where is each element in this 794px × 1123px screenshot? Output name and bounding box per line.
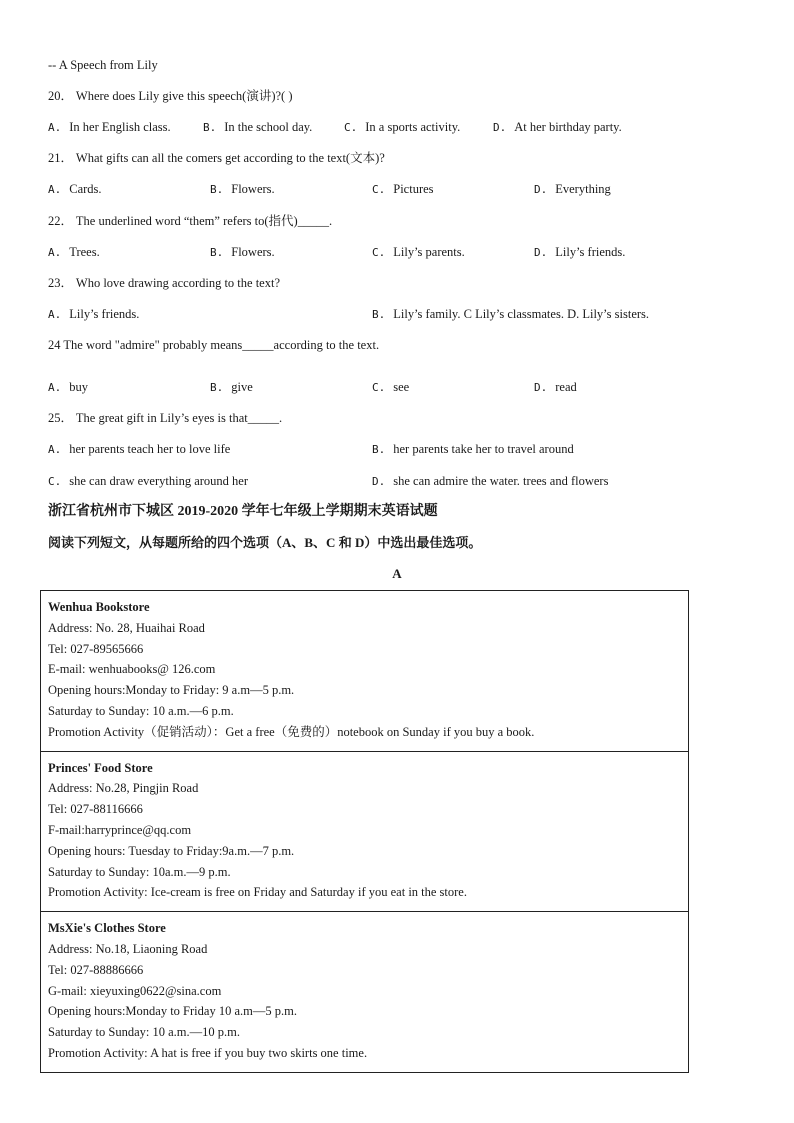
store-promotion: Promotion Activity: A hat is free if you buy two skirts one time. [48,1045,368,1060]
option-text: Cards. [69,182,102,196]
question-20-option-d[interactable] [493,119,622,136]
option-letter: B. [372,308,386,321]
question-25-option-b[interactable] [372,441,574,458]
store-hours-weekday: Opening hours: Tuesday to Friday:9a.m.—7 p.m. [48,843,295,858]
option-text: she can draw everything around her [69,474,248,488]
option-letter: B. [210,183,224,196]
option-text: Lily’s friends. [555,245,626,259]
store-promotion: Promotion Activity（促销活动）：Get a free（免费的）notebook on Sunday if you buy a book. [48,724,535,739]
option-text: give [231,380,253,394]
question-21-option-c[interactable] [372,181,434,198]
question-22-option-d[interactable] [534,244,625,261]
option-letter: C. [372,246,386,259]
option-text: In a sports activity. [365,120,461,134]
speech-title: -- A Speech from Lily [48,58,158,72]
question-25-option-d[interactable] [372,473,608,490]
option-text: Flowers. [231,245,275,259]
store-table [40,590,689,1073]
question-25-option-a[interactable] [48,441,230,458]
store-address: Address: No.18, Liaoning Road [48,941,208,956]
store-hours-weekend: Saturday to Sunday: 10 a.m.—10 p.m. [48,1025,240,1040]
option-letter: A. [48,183,62,196]
option-letter: C. [48,475,62,488]
option-letter: B. [210,381,224,394]
option-letter: C. [372,183,386,196]
option-letter: A. [48,443,62,456]
store-hours-weekend: Saturday to Sunday: 10a.m.—9 p.m. [48,864,231,879]
store-hours-weekday: Opening hours:Monday to Friday 10 a.m—5 p.m. [48,1004,297,1019]
question-22-stem: 22． The underlined word “them” refers to(指代)_____. [48,214,333,228]
store-hours-weekday: Opening hours:Monday to Friday: 9 a.m—5 p.m. [48,683,295,698]
store-address: Address: No. 28, Huaihai Road [48,620,205,635]
option-letter: A. [48,308,62,321]
option-text: Everything [555,182,611,196]
question-23-option-a[interactable] [48,306,139,323]
option-text: Lily’s friends. [69,307,140,321]
option-text: At her birthday party. [514,120,622,134]
store-name: Wenhua Bookstore [48,600,150,614]
question-24-stem: 24 The word "admire" probably means_____according to the text. [48,338,380,352]
option-text: Flowers. [231,182,275,196]
question-22-option-c[interactable] [372,244,465,261]
store-tel: Tel: 027-89565666 [48,641,144,656]
question-24-option-d[interactable] [534,379,577,396]
option-letter: C. [344,121,358,134]
store-email: E-mail: wenhuabooks@ 126.com [48,662,216,677]
store-block-msxie [41,912,688,1072]
option-text: her parents teach her to love life [69,442,231,456]
option-letter: C. [372,381,386,394]
question-24-option-c[interactable] [372,379,409,396]
store-promotion: Promotion Activity: Ice-cream is free on Friday and Saturday if you eat in the store. [48,885,467,900]
store-email: F-mail:harryprince@qq.com [48,822,192,837]
store-block-wenhua [41,591,688,752]
option-text: she can admire the water. trees and flowers [393,474,609,488]
option-text: her parents take her to travel around [393,442,574,456]
option-letter: D. [534,246,548,259]
option-text: In her English class. [69,120,171,134]
store-hours-weekend: Saturday to Sunday: 10 a.m.—6 p.m. [48,703,234,718]
question-22-option-b[interactable] [210,244,275,261]
question-21-option-a[interactable] [48,181,102,198]
instruction-text: 阅读下列短文，从每题所给的四个选项（A、B、C 和 D）中选出最佳选项。 [48,535,482,550]
store-email: G-mail: xieyuxing0622@sina.com [48,983,222,998]
option-letter: B. [372,443,386,456]
option-letter: D. [534,381,548,394]
question-24-option-b[interactable] [210,379,253,396]
question-23-option-b[interactable] [372,306,649,323]
option-letter: A. [48,246,62,259]
option-text: Lily’s parents. [393,245,465,259]
option-text: Trees. [69,245,100,259]
option-text: In the school day. [224,120,313,134]
store-address: Address: No.28, Pingjin Road [48,781,199,796]
question-25-option-c[interactable] [48,473,248,490]
question-20-stem: 20． Where does Lily give this speech(演讲)?( ) [48,89,293,103]
option-letter: A. [48,381,62,394]
option-text: Lily’s family. C Lily’s classmates. D. Lily’s sisters. [393,307,650,321]
option-letter: D. [372,475,386,488]
store-tel: Tel: 027-88886666 [48,962,144,977]
question-22-option-a[interactable] [48,244,100,261]
option-letter: D. [493,121,507,134]
question-21-stem: 21． What gifts can all the comers get according to the text(文本)? [48,151,385,165]
option-text: see [393,380,410,394]
option-text: Pictures [393,182,434,196]
question-25-stem: 25． The great gift in Lily’s eyes is that_____. [48,411,283,425]
exam-title: 浙江省杭州市下城区 2019-2020 学年七年级上学期期末英语试题 [48,504,438,519]
question-20-option-b[interactable] [203,119,312,136]
question-21-option-d[interactable] [534,181,611,198]
store-name: MsXie's Clothes Store [48,921,166,936]
question-21-option-b[interactable] [210,181,275,198]
store-block-princes [41,752,688,913]
option-letter: D. [534,183,548,196]
question-20-option-c[interactable] [344,119,460,136]
option-text: read [555,380,577,394]
question-24-option-a[interactable] [48,379,88,396]
option-letter: B. [203,121,217,134]
question-23-stem: 23． Who love drawing according to the text? [48,276,280,290]
store-tel: Tel: 027-88116666 [48,802,143,817]
question-20-option-a[interactable] [48,119,171,136]
option-letter: A. [48,121,62,134]
store-name: Princes' Food Store [48,760,153,775]
option-text: buy [69,380,88,394]
option-letter: B. [210,246,224,259]
passage-label: A [392,566,402,581]
